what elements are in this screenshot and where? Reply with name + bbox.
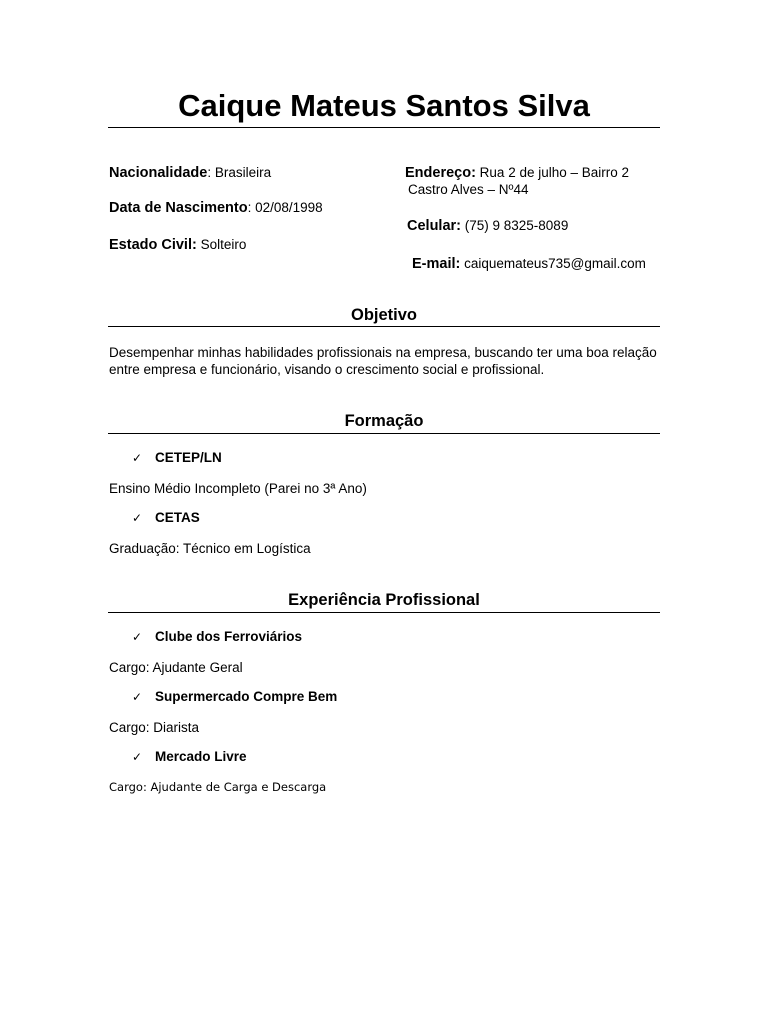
nationality-value: : Brasileira [207, 165, 272, 180]
education-title: Formação [344, 412, 424, 430]
objective-text: Desempenhar minhas habilidades profissionais na empresa, buscando ter uma boa relação entre empresa e funcionário, visando o crescimento social e profissional. [109, 345, 657, 377]
email-row [412, 255, 646, 273]
civil-status-label: Estado Civil: [109, 237, 197, 253]
objective-title: Objetivo [350, 306, 417, 324]
institution-name: CETAS [155, 510, 200, 525]
nationality-row [109, 164, 271, 182]
title-divider [108, 127, 660, 128]
check-icon: ✓ [132, 630, 143, 644]
experience-item [132, 628, 302, 646]
company-name: Clube dos Ferroviários [155, 629, 303, 644]
education-divider [108, 433, 660, 434]
experience-item [132, 688, 337, 706]
phone-label: Celular: [407, 218, 461, 234]
nationality-label: Nacionalidade [109, 165, 208, 181]
page-title: Caique Mateus Santos Silva [178, 88, 590, 123]
email-label: E-mail: [412, 256, 461, 272]
education-item [132, 449, 222, 467]
experience-divider [108, 612, 660, 613]
check-icon: ✓ [132, 690, 143, 704]
civil-status-value: Solteiro [196, 237, 247, 252]
experience-item [132, 748, 247, 766]
company-name: Supermercado Compre Bem [155, 689, 338, 704]
experience-title: Experiência Profissional [288, 591, 480, 609]
check-icon: ✓ [132, 750, 143, 764]
birth-date-value: : 02/08/1998 [247, 200, 323, 215]
check-icon: ✓ [132, 451, 143, 465]
job-role: Cargo: Ajudante de Carga e Descarga [109, 780, 327, 794]
education-detail: Graduação: Técnico em Logística [109, 541, 311, 556]
check-icon: ✓ [132, 511, 143, 525]
company-name: Mercado Livre [155, 749, 247, 764]
education-item [132, 509, 200, 527]
birth-date-row [109, 199, 323, 217]
birth-date-label: Data de Nascimento [109, 200, 248, 216]
email-value: caiquemateus735@gmail.com [460, 256, 646, 271]
objective-divider [108, 326, 660, 327]
institution-name: CETEP/LN [155, 450, 222, 465]
phone-row [407, 217, 568, 235]
phone-value: (75) 9 8325-8089 [461, 218, 569, 233]
job-role: Cargo: Ajudante Geral [109, 660, 243, 675]
job-role: Cargo: Diarista [109, 720, 200, 735]
address-row [405, 164, 629, 182]
address-value: Rua 2 de julho – Bairro 2 [475, 165, 630, 180]
civil-status-row [109, 236, 246, 254]
address-line2: Castro Alves – Nº44 [408, 182, 529, 197]
education-detail: Ensino Médio Incompleto (Parei no 3ª Ano) [109, 481, 367, 496]
address-label: Endereço: [405, 165, 476, 181]
